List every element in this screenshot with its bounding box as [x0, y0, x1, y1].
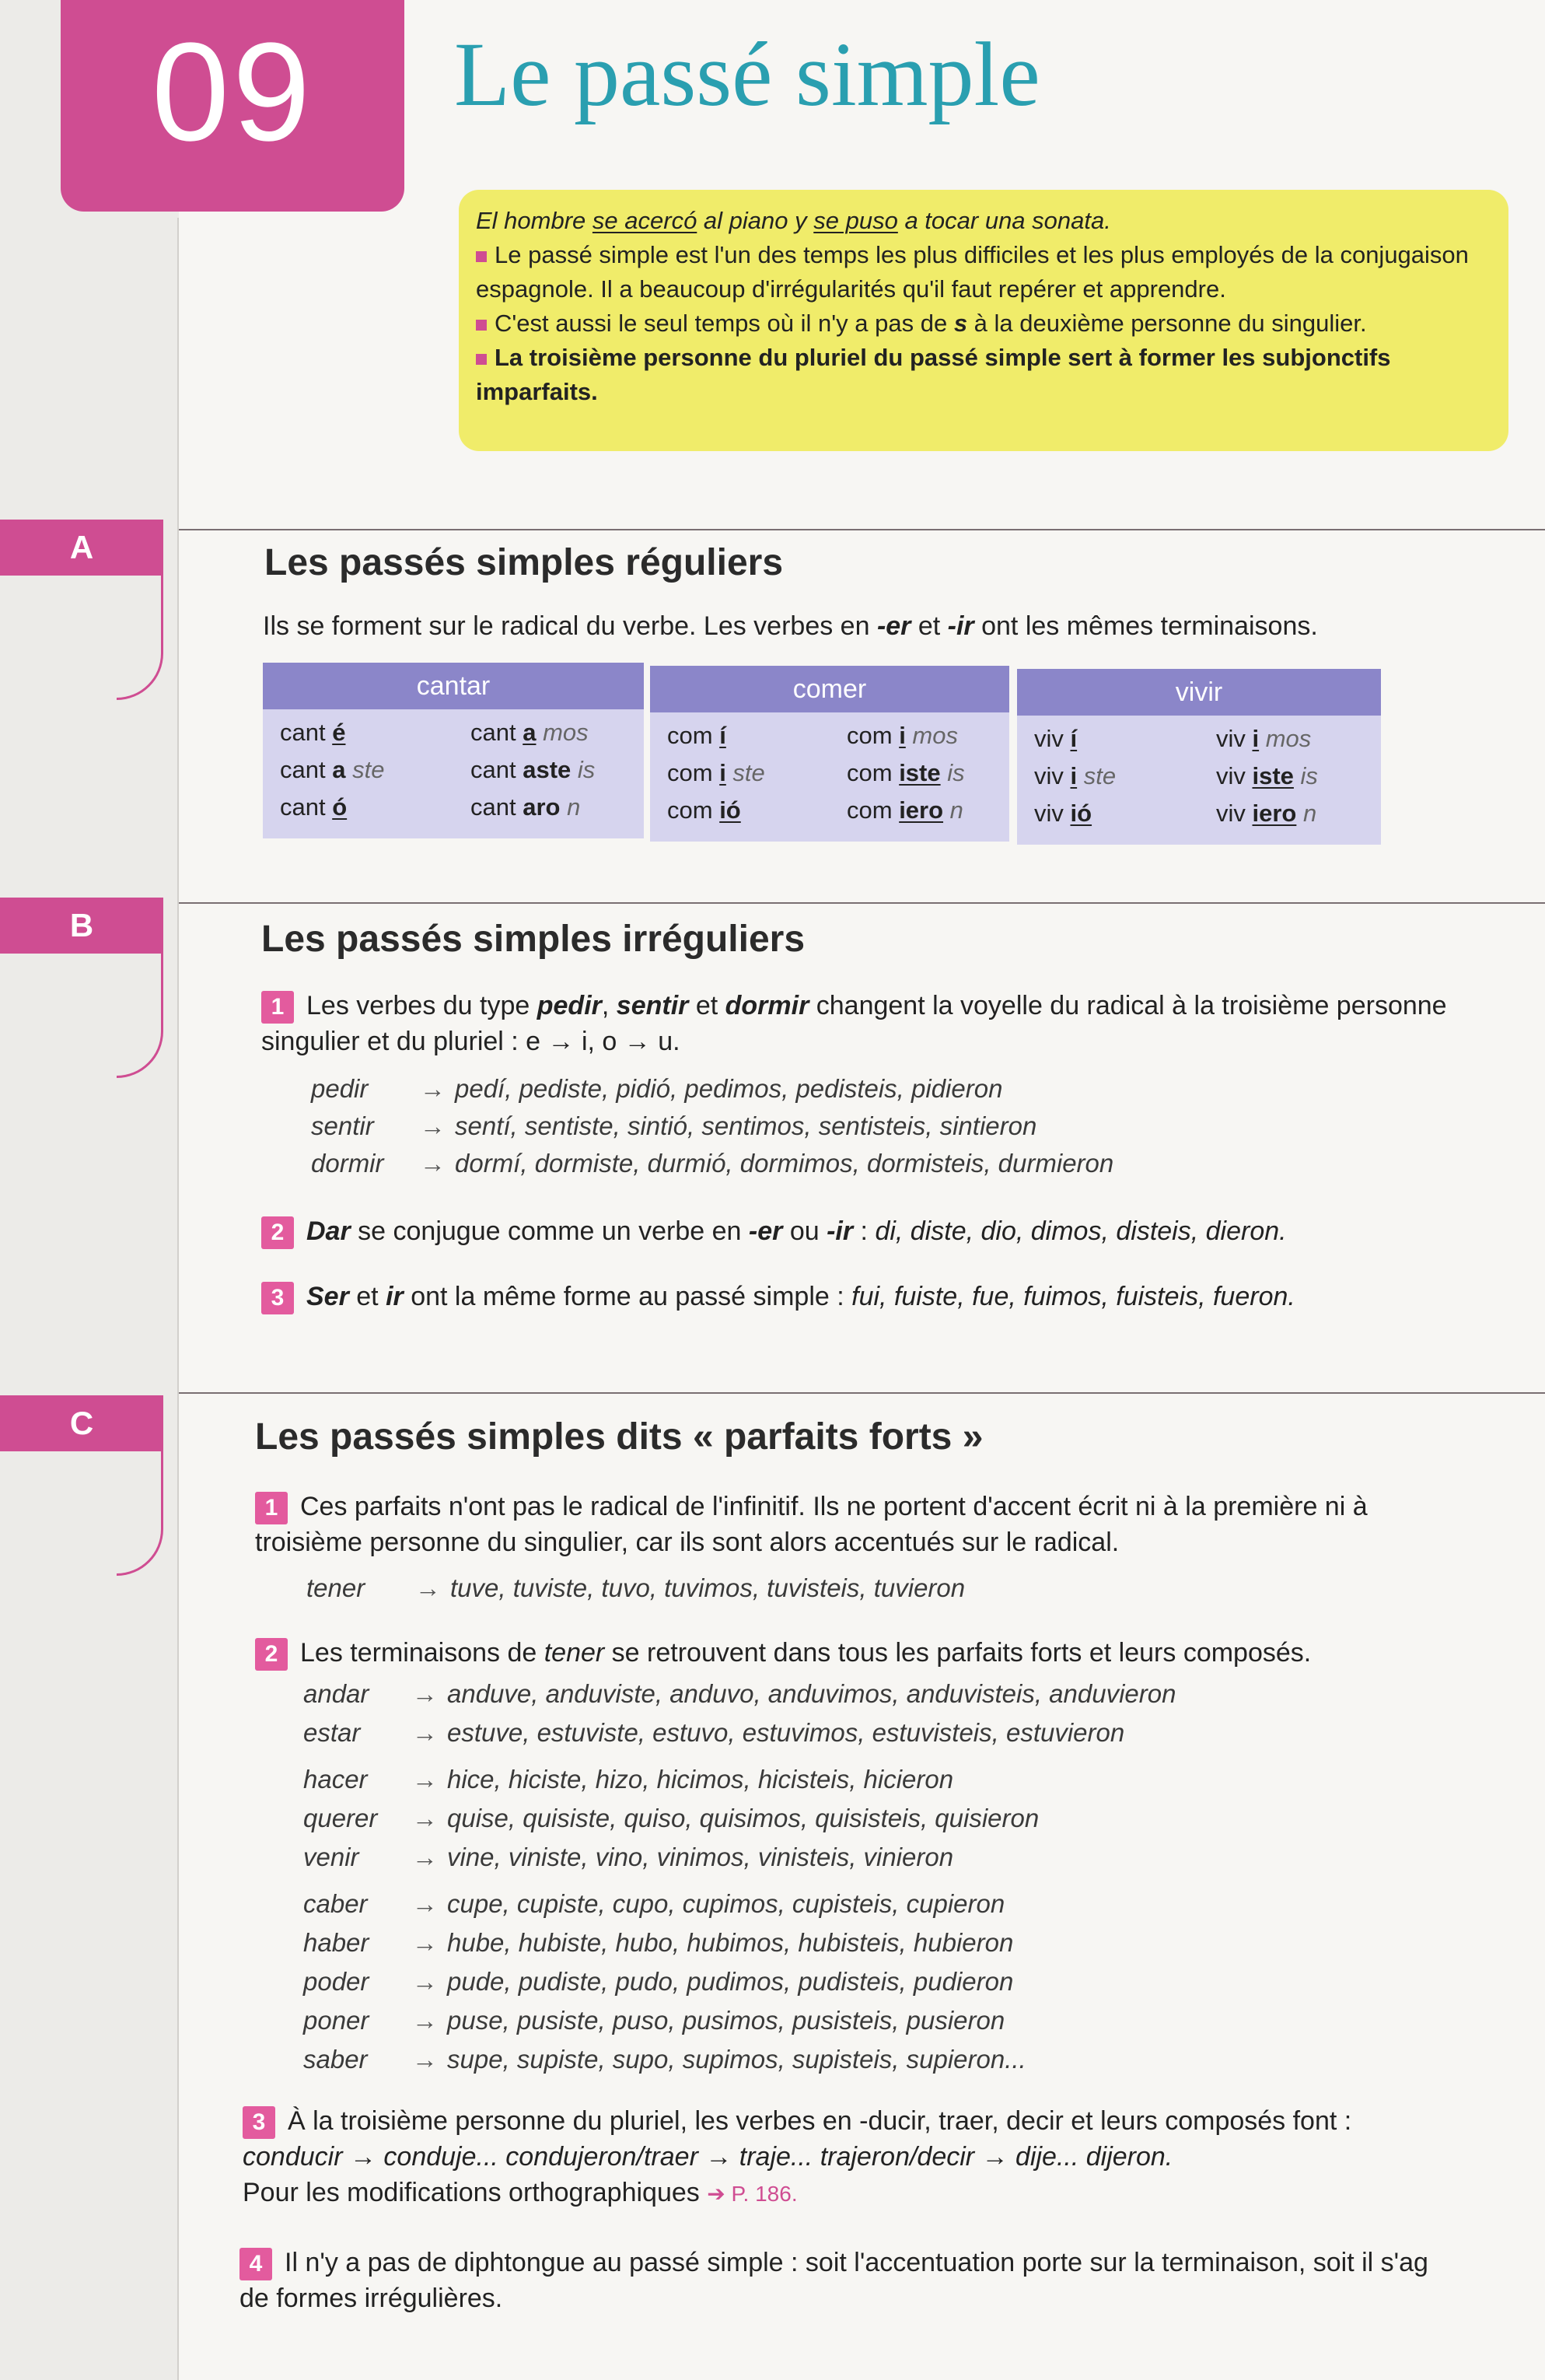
- conj-stem: viv: [1216, 800, 1253, 827]
- point-verb: sentir: [616, 991, 689, 1020]
- intro-example-text: al piano y: [697, 207, 814, 234]
- conj-stem: com: [667, 759, 720, 786]
- intro-example-verb: se acercó: [592, 207, 697, 234]
- page-reference-link[interactable]: ➔ P. 186.: [707, 2182, 798, 2207]
- point-text: et: [348, 1282, 386, 1311]
- conj-ending: i: [899, 722, 906, 749]
- conj-suffix: ste: [725, 759, 765, 786]
- point-verb: tener: [544, 1638, 605, 1668]
- example-forms: tuve, tuviste, tuvo, tuvimos, tuvisteis, tuvieron: [450, 1573, 966, 1602]
- conj-cell: [667, 792, 830, 829]
- conj-example-row: [306, 1571, 965, 1605]
- conj-col-singular: [1017, 720, 1199, 840]
- point-verb: pedir: [537, 991, 602, 1020]
- point-text: ou: [782, 1216, 827, 1246]
- example-forms: anduve, anduviste, anduvo, anduvimos, anduvisteis, anduvieron: [447, 1679, 1176, 1708]
- example-verb: haber: [303, 1928, 369, 1957]
- point-text: Les verbes du type: [306, 991, 537, 1020]
- point-text: ont la même forme au passé simple :: [403, 1282, 852, 1311]
- conj-stem: viv: [1216, 725, 1253, 752]
- section-c-point-2: [255, 1635, 1538, 1671]
- conj-suffix: is: [1293, 762, 1318, 789]
- point-verb: dormir: [725, 991, 809, 1020]
- example-forms: cupe, cupiste, cupo, cupimos, cupisteis, cupieron: [447, 1889, 1005, 1918]
- bullet-icon: [476, 320, 487, 331]
- conj-suffix: n: [1296, 800, 1317, 827]
- conj-suffix: n: [943, 796, 963, 824]
- conj-cell: [1034, 795, 1199, 832]
- arrow-icon: →: [412, 1765, 438, 1794]
- section-a-text-part: et: [911, 611, 948, 641]
- section-b-tab: B: [0, 898, 163, 954]
- conj-ending: ió: [1070, 800, 1092, 827]
- point-text: Il n'y a pas de diphtongue au passé simple : soit l'accentuation porte sur la terminaison, soit il s'ag: [285, 2248, 1428, 2277]
- point-text: se retrouvent dans tous les parfaits forts et leurs composés.: [604, 1638, 1312, 1668]
- section-a-heading: Les passés simples réguliers: [264, 542, 784, 583]
- point-text: de formes irrégulières.: [239, 2284, 503, 2314]
- section-b-point-3: [261, 1279, 1536, 1314]
- point-text: À la troisième personne du pluriel, les verbes en -ducir, traer, decir et leurs composés font :: [288, 2106, 1352, 2136]
- conj-table-vivir: [1017, 669, 1381, 845]
- example-verb: venir: [303, 1843, 359, 1871]
- conj-table-comer: [650, 666, 1009, 842]
- conj-col-plural: [830, 717, 1009, 837]
- conj-cell: [847, 754, 1009, 792]
- arrow-icon: →: [412, 1889, 438, 1918]
- conj-ending: é: [332, 719, 346, 746]
- point-verb: ir: [386, 1282, 404, 1311]
- point-text: Ces parfaits n'ont pas le radical de l'infinitif. Ils ne portent d'accent écrit ni à la première ni à: [300, 1492, 1368, 1521]
- conj-stem: cant: [470, 719, 523, 746]
- arrow-icon: →: [420, 1074, 446, 1103]
- conj-col-plural: [1199, 720, 1381, 840]
- conj-example-row: [303, 1762, 953, 1797]
- point-forms: conducir → conduje... condujeron/traer → traje... trajeron/decir → dije... dijeron.: [243, 2142, 1173, 2172]
- point-verb: Ser: [306, 1282, 349, 1311]
- section-a-tab: A: [0, 520, 163, 576]
- conj-stem: viv: [1216, 762, 1253, 789]
- conj-stem: viv: [1034, 725, 1071, 752]
- conj-cell: [470, 789, 644, 826]
- conj-ending: a: [332, 756, 346, 783]
- conj-suffix: ste: [1077, 762, 1117, 789]
- conj-example-row: [303, 1965, 1013, 1999]
- conj-ending: ó: [332, 793, 348, 821]
- intro-bullet-text: à la deuxième personne du singulier.: [967, 310, 1367, 337]
- section-a-text: [263, 608, 1318, 644]
- conj-suffix: is: [571, 756, 596, 783]
- conj-cell: [847, 717, 1009, 754]
- example-forms: hice, hiciste, hizo, hicimos, hicisteis, hicieron: [447, 1765, 954, 1794]
- conj-ending: i: [1252, 725, 1260, 752]
- conj-example-row: [303, 1716, 1124, 1750]
- section-c-rule: [179, 1392, 1545, 1394]
- point-text: troisième personne du singulier, car ils sont alors accentués sur le radical.: [255, 1528, 1120, 1558]
- conj-example-row: [303, 2004, 1005, 2038]
- intro-bullet-3: [476, 341, 1491, 409]
- arrow-icon: →: [415, 1573, 441, 1602]
- conj-stem: com: [847, 759, 900, 786]
- conj-cell: [280, 714, 453, 751]
- gutter-line: [177, 218, 179, 2380]
- point-text: singulier et du pluriel : e → i, o → u.: [261, 1027, 680, 1057]
- example-forms: quise, quisiste, quiso, quisimos, quisisteis, quisieron: [447, 1804, 1040, 1832]
- number-badge: 4: [239, 2248, 272, 2280]
- conj-table-body: [263, 709, 644, 838]
- intro-bullet-s: s: [953, 310, 968, 337]
- point-text: changent la voyelle du radical à la troisième personne: [809, 991, 1447, 1020]
- example-forms: dormí, dormiste, durmió, dormimos, dormisteis, durmieron: [455, 1149, 1114, 1178]
- conj-cell: [667, 754, 830, 792]
- left-margin: [0, 0, 179, 2380]
- intro-bullet-2: [476, 306, 1491, 341]
- intro-box: [459, 190, 1508, 451]
- conj-cell: [470, 751, 644, 789]
- conj-example-row: [303, 1887, 1005, 1921]
- example-forms: supe, supiste, supo, supimos, supisteis, supieron...: [447, 2045, 1026, 2074]
- arrow-icon: →: [412, 2045, 438, 2074]
- example-verb: poner: [303, 2006, 369, 2035]
- section-a-rule: [179, 529, 1545, 530]
- example-verb: andar: [303, 1679, 369, 1708]
- intro-bullet-text: La troisième personne du pluriel du passé simple sert à former les subjonctifs imparfaits.: [476, 344, 1391, 405]
- point-verb: Dar: [306, 1216, 351, 1246]
- section-c-heading: Les passés simples dits « parfaits forts »: [255, 1416, 984, 1458]
- conj-stem: cant: [280, 793, 333, 821]
- conj-table-header: cantar: [263, 663, 644, 709]
- conj-ending: iero: [1252, 800, 1297, 827]
- conj-example-row: [303, 1840, 953, 1874]
- number-badge: 3: [243, 2106, 275, 2139]
- conj-example-row: [311, 1109, 1036, 1143]
- conj-suffix: mos: [1259, 725, 1312, 752]
- number-badge: 2: [261, 1216, 294, 1249]
- number-badge: 2: [255, 1638, 288, 1671]
- intro-example-text: El hombre: [476, 207, 592, 234]
- example-verb: hacer: [303, 1765, 368, 1794]
- conj-example-row: [311, 1146, 1113, 1181]
- conj-cell: [847, 792, 1009, 829]
- conj-stem: viv: [1034, 762, 1071, 789]
- point-forms: di, diste, dio, dimos, disteis, dieron.: [875, 1216, 1287, 1246]
- conj-stem: cant: [280, 719, 333, 746]
- example-forms: pedí, pediste, pidió, pedimos, pedisteis, pidieron: [455, 1074, 1003, 1103]
- conj-example-row: [303, 1801, 1039, 1836]
- point-ending: -ir: [827, 1216, 854, 1246]
- arrow-icon: →: [412, 1843, 438, 1871]
- point-text: se conjugue comme un verbe en: [350, 1216, 749, 1246]
- point-text: Pour les modifications orthographiques: [243, 2178, 700, 2208]
- number-badge: 3: [261, 1282, 294, 1314]
- conj-stem: com: [847, 722, 900, 749]
- conj-ending: aro: [523, 793, 561, 821]
- example-verb: saber: [303, 2045, 368, 2074]
- conj-suffix: mos: [905, 722, 958, 749]
- conj-ending: iero: [899, 796, 944, 824]
- example-forms: vine, viniste, vino, vinimos, vinisteis, vinieron: [447, 1843, 954, 1871]
- example-verb: sentir: [311, 1111, 374, 1140]
- arrow-icon: →: [420, 1111, 446, 1140]
- conj-ending: ió: [719, 796, 741, 824]
- conj-cell: [1216, 758, 1381, 795]
- example-verb: estar: [303, 1718, 361, 1747]
- bullet-icon: [476, 251, 487, 262]
- arrow-icon: →: [412, 1804, 438, 1832]
- conj-example-row: [303, 2042, 1026, 2077]
- intro-bullet-text: C'est aussi le seul temps où il n'y a pas de: [495, 310, 954, 337]
- point-forms: fui, fuiste, fue, fuimos, fuisteis, fueron.: [851, 1282, 1295, 1311]
- point-ending: -er: [748, 1216, 783, 1246]
- conj-stem: com: [667, 796, 720, 824]
- bullet-icon: [476, 354, 487, 365]
- conj-suffix: ste: [345, 756, 385, 783]
- conj-table-header: comer: [650, 666, 1009, 712]
- example-verb: querer: [303, 1804, 378, 1832]
- section-b-point-1: 1 Les verbes du type pedir, sentir et dormir changent la voyelle du radical à la troisième personne singulier et du pluriel : e → i, o → u.: [261, 991, 1447, 1057]
- conj-table-header: vivir: [1017, 669, 1381, 716]
- conj-table-cantar: [263, 663, 644, 838]
- conj-ending: i: [1070, 762, 1078, 789]
- conj-example-row: [303, 1926, 1013, 1960]
- conj-table-body: [1017, 716, 1381, 845]
- conj-ending: a: [523, 719, 537, 746]
- section-b-point-2: [261, 1213, 1536, 1249]
- conj-stem: com: [847, 796, 900, 824]
- example-verb: pedir: [311, 1074, 369, 1103]
- section-a-text-part: Ils se forment sur le radical du verbe. Les verbes en: [263, 611, 877, 641]
- number-badge: 1: [255, 1492, 288, 1524]
- conj-col-plural: [453, 714, 644, 834]
- arrow-icon: →: [412, 2006, 438, 2035]
- intro-bullet-1: [476, 238, 1491, 306]
- section-c-point-3: [243, 2103, 1533, 2212]
- conj-cell: [280, 751, 453, 789]
- intro-bullet-text: Le passé simple est l'un des temps les plus difficiles et les plus employés de la conjugaison espagnole. Il a beaucoup d'irrégularités qu'il faut repérer et apprendre.: [476, 241, 1469, 303]
- section-a-text-part: ont les mêmes terminaisons.: [973, 611, 1318, 641]
- conj-suffix: mos: [536, 719, 589, 746]
- conj-ending: aste: [523, 756, 572, 783]
- example-forms: pude, pudiste, pudo, pudimos, pudisteis, pudieron: [447, 1967, 1014, 1996]
- section-c-point-1: [255, 1489, 1538, 1560]
- arrow-icon: →: [412, 1928, 438, 1957]
- example-forms: puse, pusiste, puso, pusimos, pusisteis, pusieron: [447, 2006, 1005, 2035]
- intro-example-verb: se puso: [813, 207, 898, 234]
- conj-stem: cant: [280, 756, 333, 783]
- section-b-heading: Les passés simples irréguliers: [261, 919, 806, 960]
- conj-stem: cant: [470, 756, 523, 783]
- conj-cell: [1216, 720, 1381, 758]
- conj-stem: com: [667, 722, 720, 749]
- ending-er: -er: [876, 611, 911, 641]
- example-forms: sentí, sentiste, sintió, sentimos, sentisteis, sintieron: [455, 1111, 1037, 1140]
- conj-ending: iste: [1252, 762, 1294, 789]
- conj-col-singular: [263, 714, 453, 834]
- conj-cell: [1034, 720, 1199, 758]
- conj-cell: [1034, 758, 1199, 795]
- point-text: Les terminaisons de: [300, 1638, 544, 1668]
- intro-example: [476, 204, 1491, 238]
- example-verb: poder: [303, 1967, 369, 1996]
- conj-cell: [667, 717, 830, 754]
- page-title: Le passé simple: [454, 23, 1040, 125]
- conj-table-body: [650, 712, 1009, 842]
- conj-stem: viv: [1034, 800, 1071, 827]
- conj-col-singular: [650, 717, 830, 837]
- arrow-icon: →: [420, 1149, 446, 1178]
- conj-ending: i: [719, 759, 726, 786]
- conj-cell: [470, 714, 644, 751]
- conj-cell: [280, 789, 453, 826]
- conj-suffix: n: [560, 793, 581, 821]
- number-badge: 1: [261, 991, 294, 1024]
- arrow-icon: →: [412, 1679, 438, 1708]
- example-forms: hube, hubiste, hubo, hubimos, hubisteis, hubieron: [447, 1928, 1014, 1957]
- section-c-tab: C: [0, 1395, 163, 1451]
- conj-cell: [1216, 795, 1381, 832]
- conj-stem: cant: [470, 793, 523, 821]
- ending-ir: -ir: [947, 611, 974, 641]
- conj-ending: iste: [899, 759, 941, 786]
- point-text: :: [853, 1216, 876, 1246]
- example-verb: dormir: [311, 1149, 384, 1178]
- conj-ending: í: [719, 722, 726, 749]
- example-forms: estuve, estuviste, estuvo, estuvimos, estuvisteis, estuvieron: [447, 1718, 1125, 1747]
- conj-example-row: [311, 1072, 1002, 1106]
- conj-example-row: [303, 1677, 1176, 1711]
- conj-suffix: is: [940, 759, 965, 786]
- example-verb: tener: [306, 1573, 365, 1602]
- arrow-icon: →: [412, 1967, 438, 1996]
- intro-example-text: a tocar una sonata.: [897, 207, 1111, 234]
- section-c-point-4: [239, 2245, 1538, 2316]
- conj-ending: í: [1070, 725, 1078, 752]
- example-verb: caber: [303, 1889, 368, 1918]
- arrow-icon: →: [412, 1718, 438, 1747]
- section-b-rule: [179, 902, 1545, 904]
- chapter-number: 09: [61, 0, 404, 212]
